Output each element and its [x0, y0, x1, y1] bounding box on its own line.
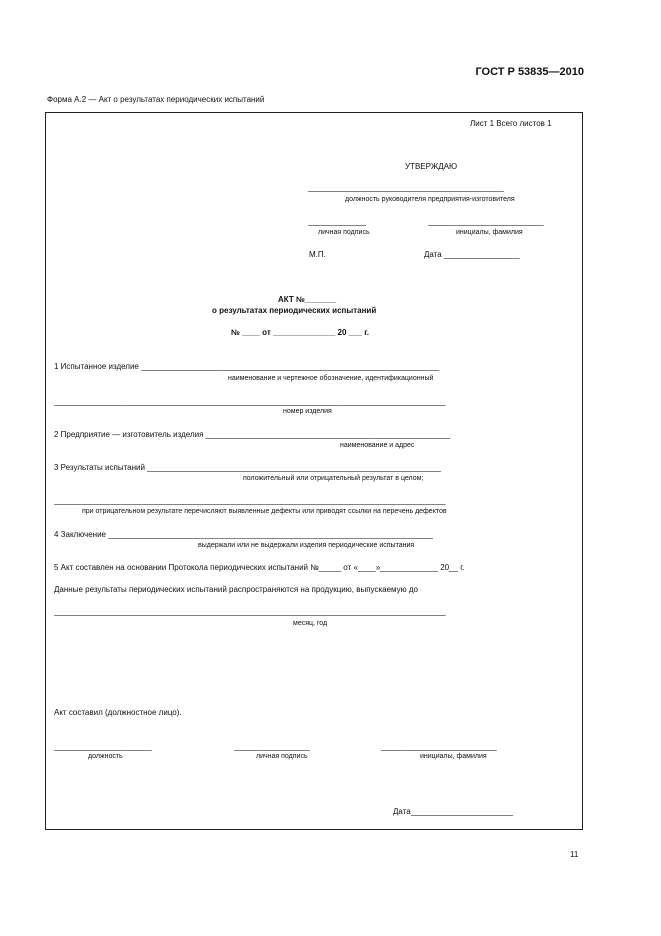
approve-sign-line: _____________ [308, 217, 366, 226]
item4-hint: выдержали или не выдержали изделия периодические испытания [198, 542, 415, 549]
item3-label: 3 Результаты испытаний __________________________________________________________________ [54, 463, 441, 472]
sheet-info: Лист 1 Всего листов 1 [470, 119, 552, 128]
item1-label: 1 Испытанное изделие ___________________________________________________________________ [54, 362, 440, 371]
compiled-name-line: __________________________ [381, 742, 497, 751]
act-title: АКТ №_______ [278, 295, 337, 304]
compiled-name-hint: инициалы, фамилия [420, 753, 487, 760]
item2-hint: наименование и адрес [340, 442, 415, 449]
compiled-position-line: ______________________ [54, 742, 152, 751]
approve-name-hint: инициалы, фамилия [456, 229, 523, 236]
approve-position-line: ____________________________________________ [308, 183, 504, 192]
approve-stamp: М.П. [309, 250, 326, 259]
item1-line2: ________________________________________________________________________________________ [54, 397, 446, 406]
item1-hint: наименование и чертежное обозначение, идентификационный [228, 375, 434, 382]
act-number-line: № ____ от ______________ 20 ___ г. [231, 328, 369, 337]
approve-title: УТВЕРЖДАЮ [405, 162, 458, 171]
item1-hint2: номер изделия [283, 408, 332, 415]
item3-hint2: при отрицательном результате перечисляют выявленные дефекты или приводят ссылки на перечень дефектов [82, 508, 447, 515]
item3-line2: ________________________________________________________________________________________ [54, 496, 446, 505]
compiled-position-hint: должность [88, 753, 123, 760]
approve-position-hint: должность руководителя предприятия-изготовителя [345, 196, 515, 203]
extend-line: ________________________________________________________________________________________ [54, 607, 446, 616]
item2-label: 2 Предприятие — изготовитель изделия _______________________________________________________ [54, 430, 451, 439]
act-subtitle: о результатах периодических испытаний [212, 306, 377, 315]
item4-label: 4 Заключение _________________________________________________________________________ [54, 530, 434, 539]
form-caption: Форма А.2 — Акт о результатах периодических испытаний [47, 95, 265, 104]
approve-name-line: __________________________ [428, 217, 544, 226]
page-number: 11 [570, 850, 579, 859]
compiled-label: Акт составил (должностное лицо). [54, 708, 182, 717]
approve-sign-hint: личная подпись [318, 229, 370, 236]
extend-hint: месяц, год [293, 620, 328, 627]
item3-hint: положительный или отрицательный результат в целом; [243, 475, 424, 482]
compiled-sign-line: _________________ [234, 742, 310, 751]
item5-label: 5 Акт составлен на основании Протокола периодических испытаний №_____ от «____»_____________ 20__ г. [54, 563, 465, 572]
compiled-sign-hint: личная подпись [256, 753, 308, 760]
extend-text: Данные результаты периодических испытаний распространяются на продукцию, выпускаемую до [54, 585, 418, 594]
approve-date: Дата _________________ [424, 250, 520, 259]
standard-header: ГОСТ Р 53835—2010 [475, 66, 584, 78]
compiled-date: Дата_______________________ [393, 807, 514, 816]
